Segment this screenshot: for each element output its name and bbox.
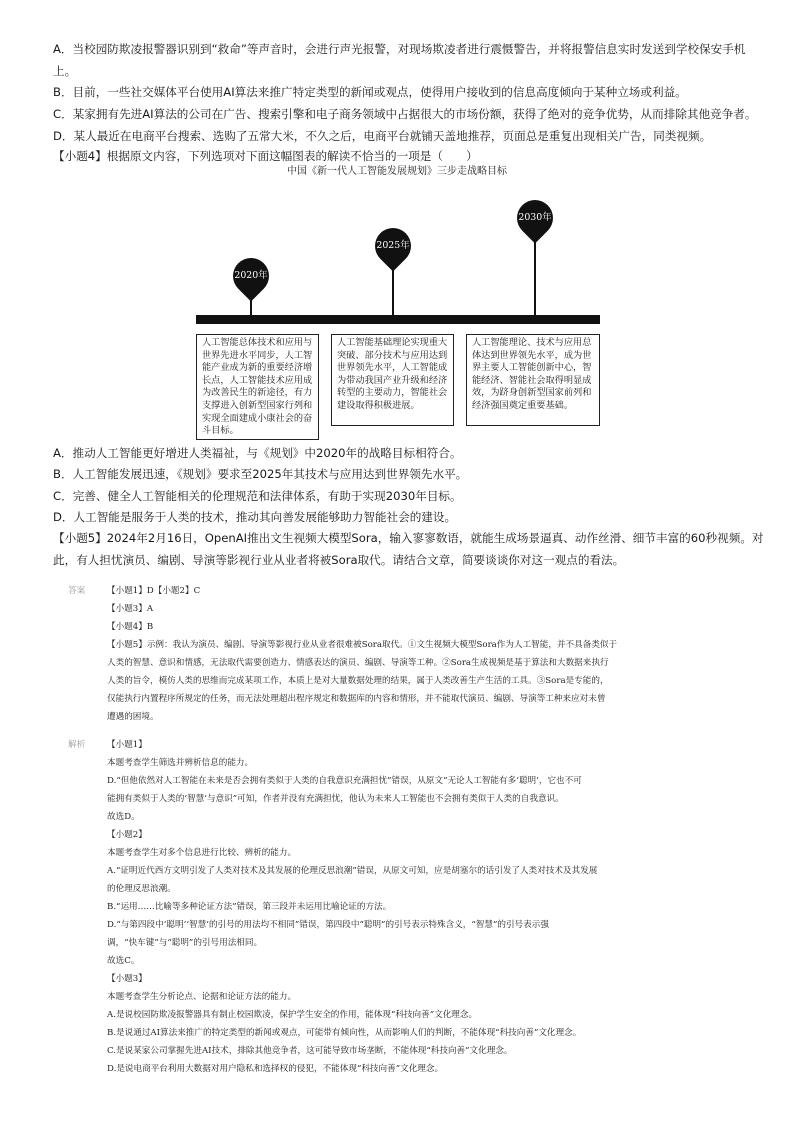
option-a-line1: A．当校园防欺凌报警器识别到“救命”等声音时，会进行声光报警，对现场欺凌者进行震慑警告，并将报警信息实时发送到学校保安手机	[53, 42, 746, 56]
analysis-line: D.是说电商平台利用大数据对用户隐私和选择权的侵犯，不能体现“科技向善”文化理念。	[107, 1064, 444, 1074]
analysis-line: 【小题3】	[107, 974, 147, 984]
answer-line: 【小题3】A	[107, 604, 154, 614]
analysis-line: 故选C。	[107, 956, 140, 966]
question-4-prompt: 【小题4】根据原文内容，下列选项对下面这幅图表的解读不恰当的一项是（ ）	[53, 149, 478, 163]
answer-line: 【小题4】B	[107, 622, 154, 632]
answer-label: 答案	[68, 586, 86, 596]
analysis-line: D.“但他依然对人工智能在未来是否会拥有类似于人类的自我意识充满担忧”错误，从原文“无论人工智能有多‘聪明’，它也不可	[107, 776, 582, 786]
analysis-line: 【小题1】	[107, 740, 147, 750]
analysis-line: B.是说通过AI算法来推广的特定类型的新闻或观点，可能带有倾向性，从而影响人们的判断，不能体现“科技向善”文化理念。	[107, 1028, 582, 1038]
goal-box-2020: 人工智能总体技术和应用与世界先进水平同步，人工智能产业成为新的重要经济增长点，人工智能技术应用成为改善民生的新途径，有力支撑进入创新型国家行列和实现全面建成小康社会的奋斗目标。	[196, 334, 319, 440]
pin-label-2030: 2030年	[518, 212, 552, 223]
answer-line: 仅能执行内置程序所规定的任务，而无法处理超出程序规定和数据库的内容和情形，并不能取代演员、编剧、导演等工种来应对未曾	[107, 694, 606, 704]
timeline-bar	[196, 315, 600, 324]
answer-line: 遭遇的困境。	[107, 712, 159, 722]
analysis-line: B.“运用……比喻等多种论证方法”错误，第三段并未运用比喻论证的方法。	[107, 902, 392, 912]
analysis-line: D.“与第四段中‘聪明’‘智慧’的引号的用法均不相同”错误，第四段中“聪明”的引号表示特殊含义，“智慧”的引号表示强	[107, 920, 549, 930]
goal-box-2025: 人工智能基础理论实现重大突破、部分技术与应用达到世界领先水平，人工智能成为带动我国产业升级和经济转型的主要动力，智能社会建设取得积极进展。	[331, 334, 454, 426]
question-5-line2: 此，有人担忧演员、编剧、导演等影视行业从业者将被Sora取代。请结合文章，简要谈谈你对这一观点的看法。	[53, 553, 625, 567]
option-b: B．目前，一些社交媒体平台使用AI算法来推广特定类型的新闻或观点，使得用户接收到的信息高度倾向于某种立场或利益。	[53, 85, 687, 99]
q4-option-a: A．推动人工智能更好增进人类福祉，与《规划》中2020年的战略目标相符合。	[53, 446, 462, 460]
analysis-line: 的伦理反思浪潮。	[107, 884, 176, 894]
q4-option-b: B．人工智能发展迅速，《规划》要求至2025年其技术与应用达到世界领先水平。	[53, 467, 468, 481]
figure-title: 中国《新一代人工智能发展规划》三步走战略目标	[287, 166, 507, 177]
question-5-line1: 【小题5】2024年2月16日，OpenAI推出文生视频大模型Sora，输入寥寥数语，就能生成场景逼真、动作丝滑、细节丰富的60秒视频。对	[53, 531, 764, 545]
analysis-line: 本题考查学生对多个信息进行比较、辨析的能力。	[107, 848, 297, 858]
option-d: D．某人最近在电商平台搜索、选购了五常大米，不久之后，电商平台就铺天盖地推荐，页面总是重复出现相关广告，同类视频。	[53, 129, 712, 143]
analysis-line: 本题考查学生分析论点、论据和论证方法的能力。	[107, 992, 297, 1002]
analysis-line: 调，“快车键”与“聪明”的引号用法相同。	[107, 938, 263, 948]
analysis-line: A.“证明近代西方文明引发了人类对技术及其发展的伦理反思浪潮”错误，从原文可知，应是胡塞尔的话引发了人类对技术及其发展	[107, 866, 598, 876]
pin-label-2025: 2025年	[376, 240, 410, 251]
q4-option-d: D．人工智能是服务于人类的技术，推动其向善发展能够助力智能社会的建设。	[53, 510, 457, 524]
analysis-line: 本题考查学生筛选并辨析信息的能力。	[107, 758, 254, 768]
analysis-line: A.是说校园防欺凌报警器具有制止校园欺凌，保护学生安全的作用，能体现“科技向善”文化理念。	[107, 1010, 478, 1020]
pin-label-2020: 2020年	[234, 270, 268, 281]
answer-line: 【小题5】示例：我认为演员、编剧、导演等影视行业从业者很难被Sora取代。①文生视频大模型Sora作为人工智能，并不具备类似于	[107, 640, 618, 650]
goal-box-2030: 人工智能理论、技术与应用总体达到世界领先水平，成为世界主要人工智能创新中心，智能经济、智能社会取得明显成效，为跻身创新型国家前列和经济强国奠定重要基础。	[466, 334, 600, 426]
option-c: C．某家拥有先进AI算法的公司在广告、搜索引擎和电子商务领域中占据很大的市场份额，获得了绝对的竞争优势，从而排除其他竞争者。	[53, 107, 757, 121]
answer-line: 人类的旨令，模仿人类的思维而完成某项工作，本质上是对大量数据处理的结果，属于人类改善生产生活的工具。③Sora是专能的，	[107, 676, 609, 686]
q4-option-c: C．完善、健全人工智能相关的伦理规范和法律体系，有助于实现2030年目标。	[53, 489, 462, 503]
analysis-line: 【小题2】	[107, 830, 147, 840]
option-a-line2: 上。	[53, 64, 77, 78]
analysis-line: C.是说某家公司掌握先进AI技术，排除其他竞争者，这可能导致市场垄断，不能体现“科技向善”文化理念。	[107, 1046, 513, 1056]
answer-line: 人类的智慧、意识和情感，无法取代需要创造力、情感表达的演员、编剧、导演等工种。②Sora生成视频是基于算法和大数据来执行	[107, 658, 609, 668]
answer-line: 【小题1】D【小题2】C	[107, 586, 201, 596]
analysis-label: 解析	[68, 740, 86, 750]
analysis-line: 故选D。	[107, 812, 140, 822]
analysis-line: 能拥有类似于人类的‘智慧’与意识”可知，作者并没有充满担忧，他认为未来人工智能也不会拥有类似于人类的自我意识。	[107, 794, 564, 804]
